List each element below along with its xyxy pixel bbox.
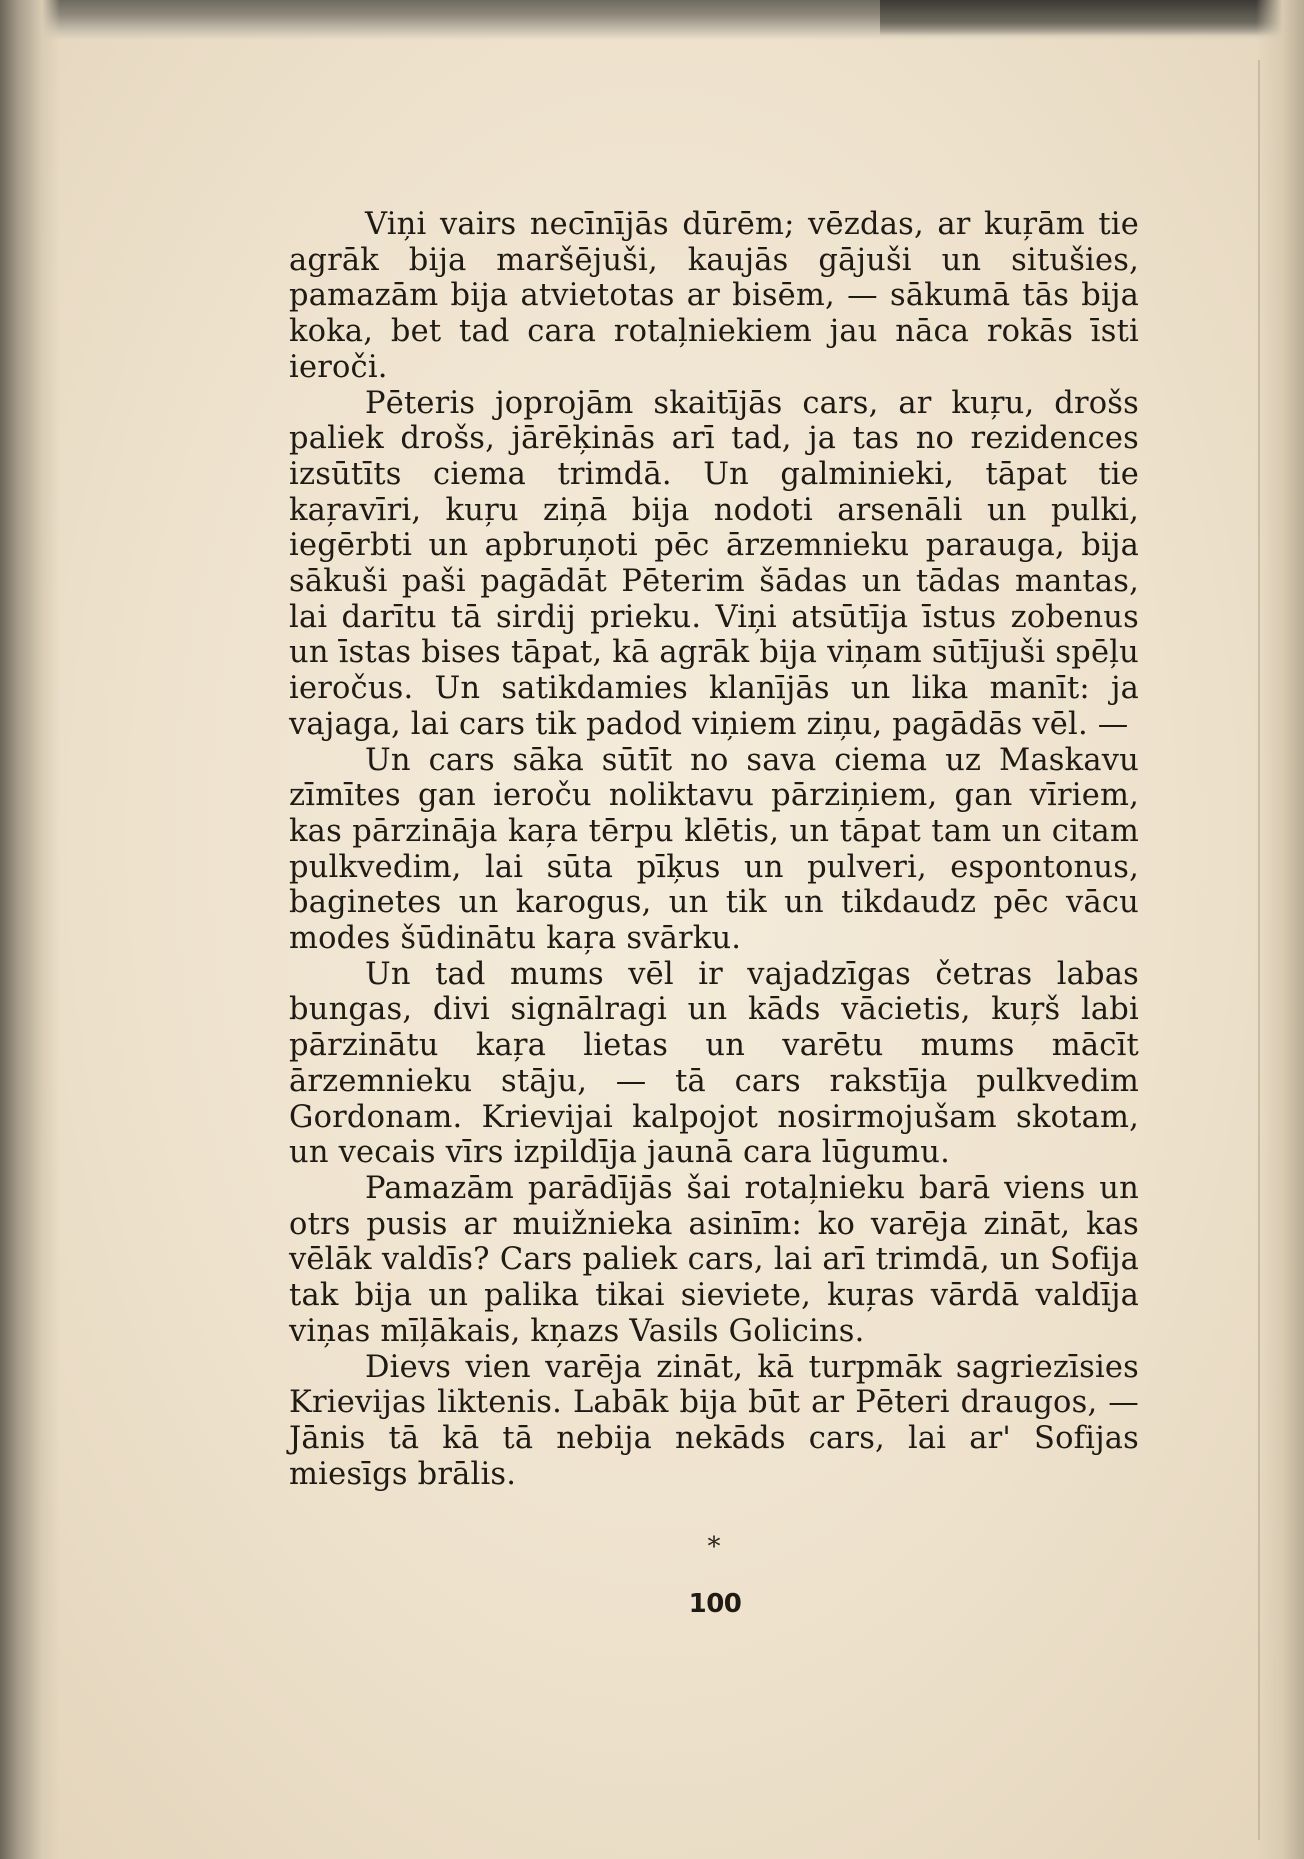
page-top-edge [0,0,1304,40]
asterisk-mark: * [707,1532,721,1562]
section-separator [0,1532,1304,1562]
body-text [289,207,1139,1492]
page-number [0,1589,1304,1619]
paragraph: Un tad mums vēl ir vajadzīgas četras labas bungas, divi signālragi un kāds vācietis, kuŗš labi pārzinātu kaŗa lietas un varētu mums mācīt ārzemnieku stāju, — tā cars rakstīja pulkvedim Gordonam. Krievijai kalpojot nosirmojušam skotam, un vecais vīrs izpildīja jaunā cara lūgumu. [289,956,1139,1171]
page-edge-line [1258,60,1260,1840]
paragraph: Un cars sāka sūtīt no sava ciema uz Maskavu zīmītes gan ieroču noliktavu pārziņiem, gan vīriem, kas pārzināja kaŗa tērpu klētis, un tāpat tam un citam pulkvedim, lai sūta pīķus un pulveri, espontonus, baginetes un karogus, un tik un tikdaudz pēc vācu modes šūdinātu kaŗa svārku. [289,742,1139,957]
paragraph: Dievs vien varēja zināt, kā turpmāk sagriezīsies Krievijas liktenis. Labāk bija būt ar Pēteri draugos, — Jānis tā kā tā nebija nekāds cars, lai ar' Sofijas miesīgs brālis. [289,1349,1139,1492]
paragraph: Pēteris joprojām skaitījās cars, ar kuŗu, drošs paliek drošs, jārēķinās arī tad, ja tas no rezidences izsūtīts ciema trimdā. Un galminieki, tāpat tie kaŗavīri, kuŗu ziņā bija nodoti arsenāli un pulki, iegērbti un apbruņoti pēc ārzemnieku parauga, bija sākuši paši pagādāt Pēterim šādas un tādas mantas, lai darītu tā sirdij prieku. Viņi atsūtīja īstus zobenus un īstas bises tāpat, kā agrāk bija viņam sūtījuši spēļu ieročus. Un satikdamies klanījās un lika manīt: ja vajaga, lai cars tik padod viņiem ziņu, pagādās vēl. — [289,385,1139,742]
book-spine-shadow [0,0,60,1859]
page-number-text: 100 [688,1589,742,1619]
paragraph: Viņi vairs necīnījās dūrēm; vēzdas, ar kuŗām tie agrāk bija maršējuši, kaujās gājuši un situšies, pamazām bija atvietotas ar bisēm, — sākumā tās bija koka, bet tad cara rotaļniekiem jau nāca rokās īsti ieroči. [289,207,1139,385]
paragraph: Pamazām parādījās šai rotaļnieku barā viens un otrs pusis ar muižnieka asinīm: ko varēja zināt, kas vēlāk valdīs? Cars paliek cars, lai arī trimdā, un Sofija tak bija un palika tikai sieviete, kuŗas vārdā valdīja viņas mīļākais, kņazs Vasils Golicins. [289,1170,1139,1349]
page-right-edge [1256,0,1304,1859]
